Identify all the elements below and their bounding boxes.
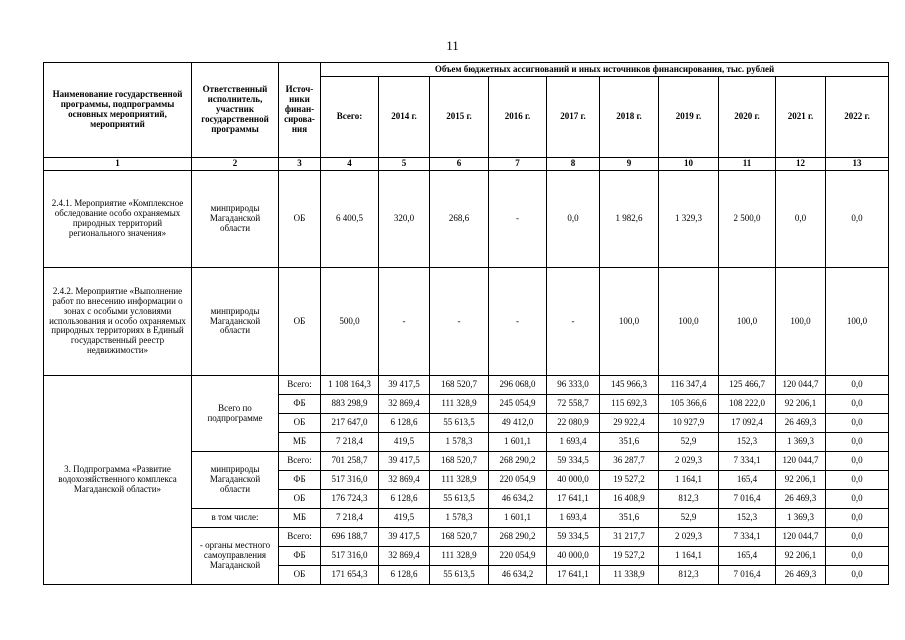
- value-cell: 17 641,1: [547, 490, 600, 509]
- value-cell: 0,0: [826, 414, 889, 433]
- funding-source: МБ: [279, 509, 321, 528]
- value-cell: 92 206,1: [776, 547, 826, 566]
- value-cell: 39 417,5: [379, 376, 430, 395]
- value-cell: 351,6: [600, 433, 659, 452]
- value-cell: 92 206,1: [776, 471, 826, 490]
- value-cell: 0,0: [826, 171, 889, 268]
- value-cell: 72 558,7: [547, 395, 600, 414]
- value-cell: 6 128,6: [379, 414, 430, 433]
- subprogram-group-label: в том числе:: [192, 509, 279, 528]
- value-cell: 268,6: [430, 171, 489, 268]
- value-cell: 1 164,1: [659, 547, 719, 566]
- value-cell: 1 982,6: [600, 171, 659, 268]
- column-number: 11: [719, 158, 776, 171]
- funding-source: МБ: [279, 433, 321, 452]
- activity-executor: минприроды Магаданской области: [192, 268, 279, 376]
- value-cell: 100,0: [659, 268, 719, 376]
- header-year: 2019 г.: [659, 77, 719, 158]
- value-cell: 40 000,0: [547, 471, 600, 490]
- value-cell: 111 328,9: [430, 471, 489, 490]
- value-cell: 1 369,3: [776, 509, 826, 528]
- header-year: 2018 г.: [600, 77, 659, 158]
- value-cell: 7 334,1: [719, 452, 776, 471]
- value-cell: 120 044,7: [776, 528, 826, 547]
- value-cell: 7 334,1: [719, 528, 776, 547]
- value-cell: 11 338,9: [600, 566, 659, 585]
- value-cell: 0,0: [547, 171, 600, 268]
- value-cell: 883 298,9: [321, 395, 379, 414]
- value-cell: 111 328,9: [430, 395, 489, 414]
- value-cell: -: [489, 171, 547, 268]
- value-cell: 17 092,4: [719, 414, 776, 433]
- subprogram-group-label: Всего по подпрограмме: [192, 376, 279, 452]
- value-cell: 812,3: [659, 566, 719, 585]
- value-cell: 32 869,4: [379, 471, 430, 490]
- column-number: 5: [379, 158, 430, 171]
- column-number: 2: [192, 158, 279, 171]
- header-year: 2014 г.: [379, 77, 430, 158]
- value-cell: 220 054,9: [489, 471, 547, 490]
- value-cell: 40 000,0: [547, 547, 600, 566]
- column-number: 12: [776, 158, 826, 171]
- funding-source: Всего:: [279, 376, 321, 395]
- value-cell: 152,3: [719, 433, 776, 452]
- value-cell: 116 347,4: [659, 376, 719, 395]
- value-cell: 1 601,1: [489, 509, 547, 528]
- header-name: Наименование государственной программы, подпрограммы основных мероприятий, мероприятий: [44, 63, 192, 158]
- value-cell: 115 692,3: [600, 395, 659, 414]
- value-cell: 31 217,7: [600, 528, 659, 547]
- value-cell: 100,0: [719, 268, 776, 376]
- value-cell: 268 290,2: [489, 528, 547, 547]
- value-cell: 0,0: [826, 376, 889, 395]
- value-cell: 59 334,5: [547, 528, 600, 547]
- value-cell: 46 634,2: [489, 566, 547, 585]
- value-cell: 1 329,3: [659, 171, 719, 268]
- value-cell: 168 520,7: [430, 376, 489, 395]
- value-cell: 176 724,3: [321, 490, 379, 509]
- value-cell: 111 328,9: [430, 547, 489, 566]
- value-cell: 268 290,2: [489, 452, 547, 471]
- header-source: Источ-ники финан-сирова-ния: [279, 63, 321, 158]
- value-cell: 419,5: [379, 433, 430, 452]
- value-cell: 125 466,7: [719, 376, 776, 395]
- value-cell: 0,0: [826, 547, 889, 566]
- value-cell: 10 927,9: [659, 414, 719, 433]
- value-cell: 517 316,0: [321, 471, 379, 490]
- activity-executor: минприроды Магаданской области: [192, 171, 279, 268]
- value-cell: 1 164,1: [659, 471, 719, 490]
- value-cell: 165,4: [719, 547, 776, 566]
- value-cell: 701 258,7: [321, 452, 379, 471]
- activity-name: 2.4.1. Мероприятие «Комплексное обследование особо охраняемых природных территорий регионального значения»: [44, 171, 192, 268]
- value-cell: 0,0: [826, 395, 889, 414]
- value-cell: 52,9: [659, 509, 719, 528]
- value-cell: 2 500,0: [719, 171, 776, 268]
- value-cell: 0,0: [826, 490, 889, 509]
- column-number: 1: [44, 158, 192, 171]
- value-cell: 0,0: [826, 509, 889, 528]
- value-cell: 6 128,6: [379, 490, 430, 509]
- value-cell: 0,0: [826, 566, 889, 585]
- column-number: 10: [659, 158, 719, 171]
- value-cell: 812,3: [659, 490, 719, 509]
- value-cell: 7 016,4: [719, 566, 776, 585]
- value-cell: 1 693,4: [547, 433, 600, 452]
- funding-source: ОБ: [279, 414, 321, 433]
- value-cell: 100,0: [600, 268, 659, 376]
- column-number: 13: [826, 158, 889, 171]
- activity-source: ОБ: [279, 268, 321, 376]
- value-cell: 26 469,3: [776, 414, 826, 433]
- value-cell: 419,5: [379, 509, 430, 528]
- value-cell: 2 029,3: [659, 452, 719, 471]
- value-cell: 17 641,1: [547, 566, 600, 585]
- value-cell: 1 601,1: [489, 433, 547, 452]
- activity-row: [44, 268, 889, 376]
- value-cell: 52,9: [659, 433, 719, 452]
- funding-source: ФБ: [279, 471, 321, 490]
- value-cell: 100,0: [776, 268, 826, 376]
- value-cell: 165,4: [719, 471, 776, 490]
- value-cell: -: [547, 268, 600, 376]
- value-cell: 92 206,1: [776, 395, 826, 414]
- value-cell: 120 044,7: [776, 452, 826, 471]
- funding-source: Всего:: [279, 452, 321, 471]
- value-cell: 105 366,6: [659, 395, 719, 414]
- value-cell: 0,0: [776, 171, 826, 268]
- funding-source: ОБ: [279, 490, 321, 509]
- value-cell: 39 417,5: [379, 452, 430, 471]
- value-cell: 171 654,3: [321, 566, 379, 585]
- value-cell: 245 054,9: [489, 395, 547, 414]
- subprogram-row: [44, 376, 889, 395]
- value-cell: 108 222,0: [719, 395, 776, 414]
- value-cell: 26 469,3: [776, 566, 826, 585]
- value-cell: 145 966,3: [600, 376, 659, 395]
- activity-row: [44, 171, 889, 268]
- value-cell: 36 287,7: [600, 452, 659, 471]
- value-cell: 220 054,9: [489, 547, 547, 566]
- value-cell: 1 578,3: [430, 433, 489, 452]
- value-cell: 0,0: [826, 452, 889, 471]
- column-number: 3: [279, 158, 321, 171]
- header-year: Всего:: [321, 77, 379, 158]
- value-cell: -: [379, 268, 430, 376]
- subprogram-name: 3. Подпрограмма «Развитие водохозяйственного комплекса Магаданской области»: [44, 376, 192, 585]
- header-year: 2020 г.: [719, 77, 776, 158]
- header-year: 2015 г.: [430, 77, 489, 158]
- column-number: 4: [321, 158, 379, 171]
- activity-name: 2.4.2. Мероприятие «Выполнение работ по внесению информации о зонах с особыми условиями использования и особо охраняемых природных территориях в Единый государственный реестр недвижимости»: [44, 268, 192, 376]
- value-cell: 168 520,7: [430, 452, 489, 471]
- value-cell: 29 922,4: [600, 414, 659, 433]
- value-cell: 7 218,4: [321, 433, 379, 452]
- value-cell: 168 520,7: [430, 528, 489, 547]
- value-cell: 22 080,9: [547, 414, 600, 433]
- value-cell: 19 527,2: [600, 547, 659, 566]
- value-cell: 500,0: [321, 268, 379, 376]
- value-cell: 100,0: [826, 268, 889, 376]
- value-cell: 1 108 164,3: [321, 376, 379, 395]
- activity-source: ОБ: [279, 171, 321, 268]
- value-cell: 696 188,7: [321, 528, 379, 547]
- value-cell: 1 693,4: [547, 509, 600, 528]
- value-cell: 0,0: [826, 528, 889, 547]
- value-cell: 7 016,4: [719, 490, 776, 509]
- value-cell: 351,6: [600, 509, 659, 528]
- value-cell: 0,0: [826, 433, 889, 452]
- subprogram-group-label: - органы местного самоуправления Магаданской: [192, 528, 279, 585]
- column-number: 9: [600, 158, 659, 171]
- funding-source: ФБ: [279, 547, 321, 566]
- value-cell: 1 578,3: [430, 509, 489, 528]
- value-cell: 6 128,6: [379, 566, 430, 585]
- value-cell: -: [430, 268, 489, 376]
- value-cell: 6 400,5: [321, 171, 379, 268]
- value-cell: 16 408,9: [600, 490, 659, 509]
- value-cell: 39 417,5: [379, 528, 430, 547]
- value-cell: 55 613,5: [430, 566, 489, 585]
- value-cell: 26 469,3: [776, 490, 826, 509]
- value-cell: 217 647,0: [321, 414, 379, 433]
- header-year: 2022 г.: [826, 77, 889, 158]
- value-cell: 46 634,2: [489, 490, 547, 509]
- value-cell: 32 869,4: [379, 395, 430, 414]
- funding-source: ФБ: [279, 395, 321, 414]
- value-cell: 0,0: [826, 471, 889, 490]
- value-cell: 7 218,4: [321, 509, 379, 528]
- subprogram-group-label: минприроды Магаданской области: [192, 452, 279, 509]
- value-cell: 1 369,3: [776, 433, 826, 452]
- value-cell: 59 334,5: [547, 452, 600, 471]
- value-cell: 96 333,0: [547, 376, 600, 395]
- value-cell: 120 044,7: [776, 376, 826, 395]
- value-cell: 517 316,0: [321, 547, 379, 566]
- header-year: 2017 г.: [547, 77, 600, 158]
- column-number: 8: [547, 158, 600, 171]
- funding-source: ОБ: [279, 566, 321, 585]
- value-cell: 320,0: [379, 171, 430, 268]
- value-cell: 32 869,4: [379, 547, 430, 566]
- header-executor: Ответственный исполнитель, участник государственной программы: [192, 63, 279, 158]
- funding-table: [43, 62, 889, 585]
- header-year: 2021 г.: [776, 77, 826, 158]
- page-number: 11: [446, 38, 459, 53]
- value-cell: -: [489, 268, 547, 376]
- header-year: 2016 г.: [489, 77, 547, 158]
- header-funding-title: Объем бюджетных ассигнований и иных источников финансирования, тыс. рублей: [321, 63, 889, 77]
- value-cell: 19 527,2: [600, 471, 659, 490]
- value-cell: 152,3: [719, 509, 776, 528]
- column-number: 6: [430, 158, 489, 171]
- value-cell: 55 613,5: [430, 490, 489, 509]
- value-cell: 2 029,3: [659, 528, 719, 547]
- value-cell: 296 068,0: [489, 376, 547, 395]
- value-cell: 55 613,5: [430, 414, 489, 433]
- column-number: 7: [489, 158, 547, 171]
- value-cell: 49 412,0: [489, 414, 547, 433]
- funding-source: Всего:: [279, 528, 321, 547]
